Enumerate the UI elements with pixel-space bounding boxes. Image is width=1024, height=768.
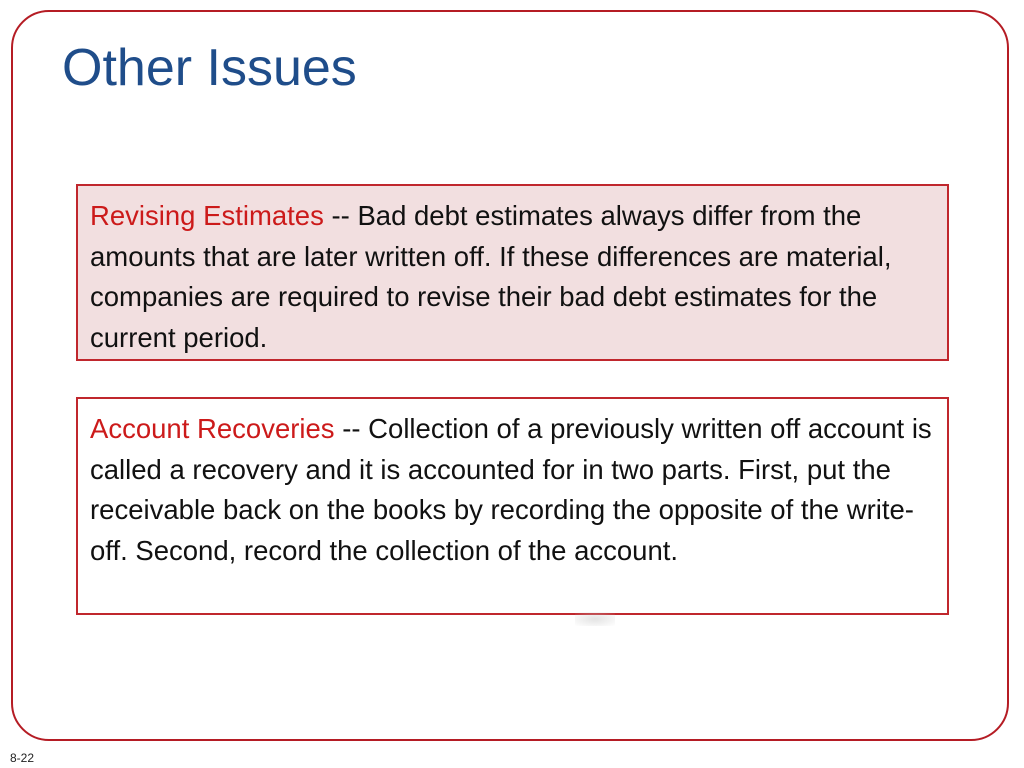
revising-estimates-box (76, 184, 949, 361)
box-text: -- Collection of a previously written off account is called a recovery and it is accounted for in two parts. First, put the receivable back on the books by recording the opposite of the write-off. Second, record the collection of the account. (90, 413, 932, 566)
account-recoveries-box (76, 397, 949, 615)
box-term: Revising Estimates (90, 200, 324, 231)
page-number: 8-22 (10, 751, 35, 765)
box-text: -- Bad debt estimates always differ from the amounts that are later written off. If these differences are material, companies are required to revise their bad debt estimates for the current period. (90, 200, 892, 353)
slide-frame (11, 10, 1009, 741)
slide-title: Other Issues (62, 39, 357, 97)
box-term: Account Recoveries (90, 413, 335, 444)
decorative-shadow (575, 612, 615, 626)
